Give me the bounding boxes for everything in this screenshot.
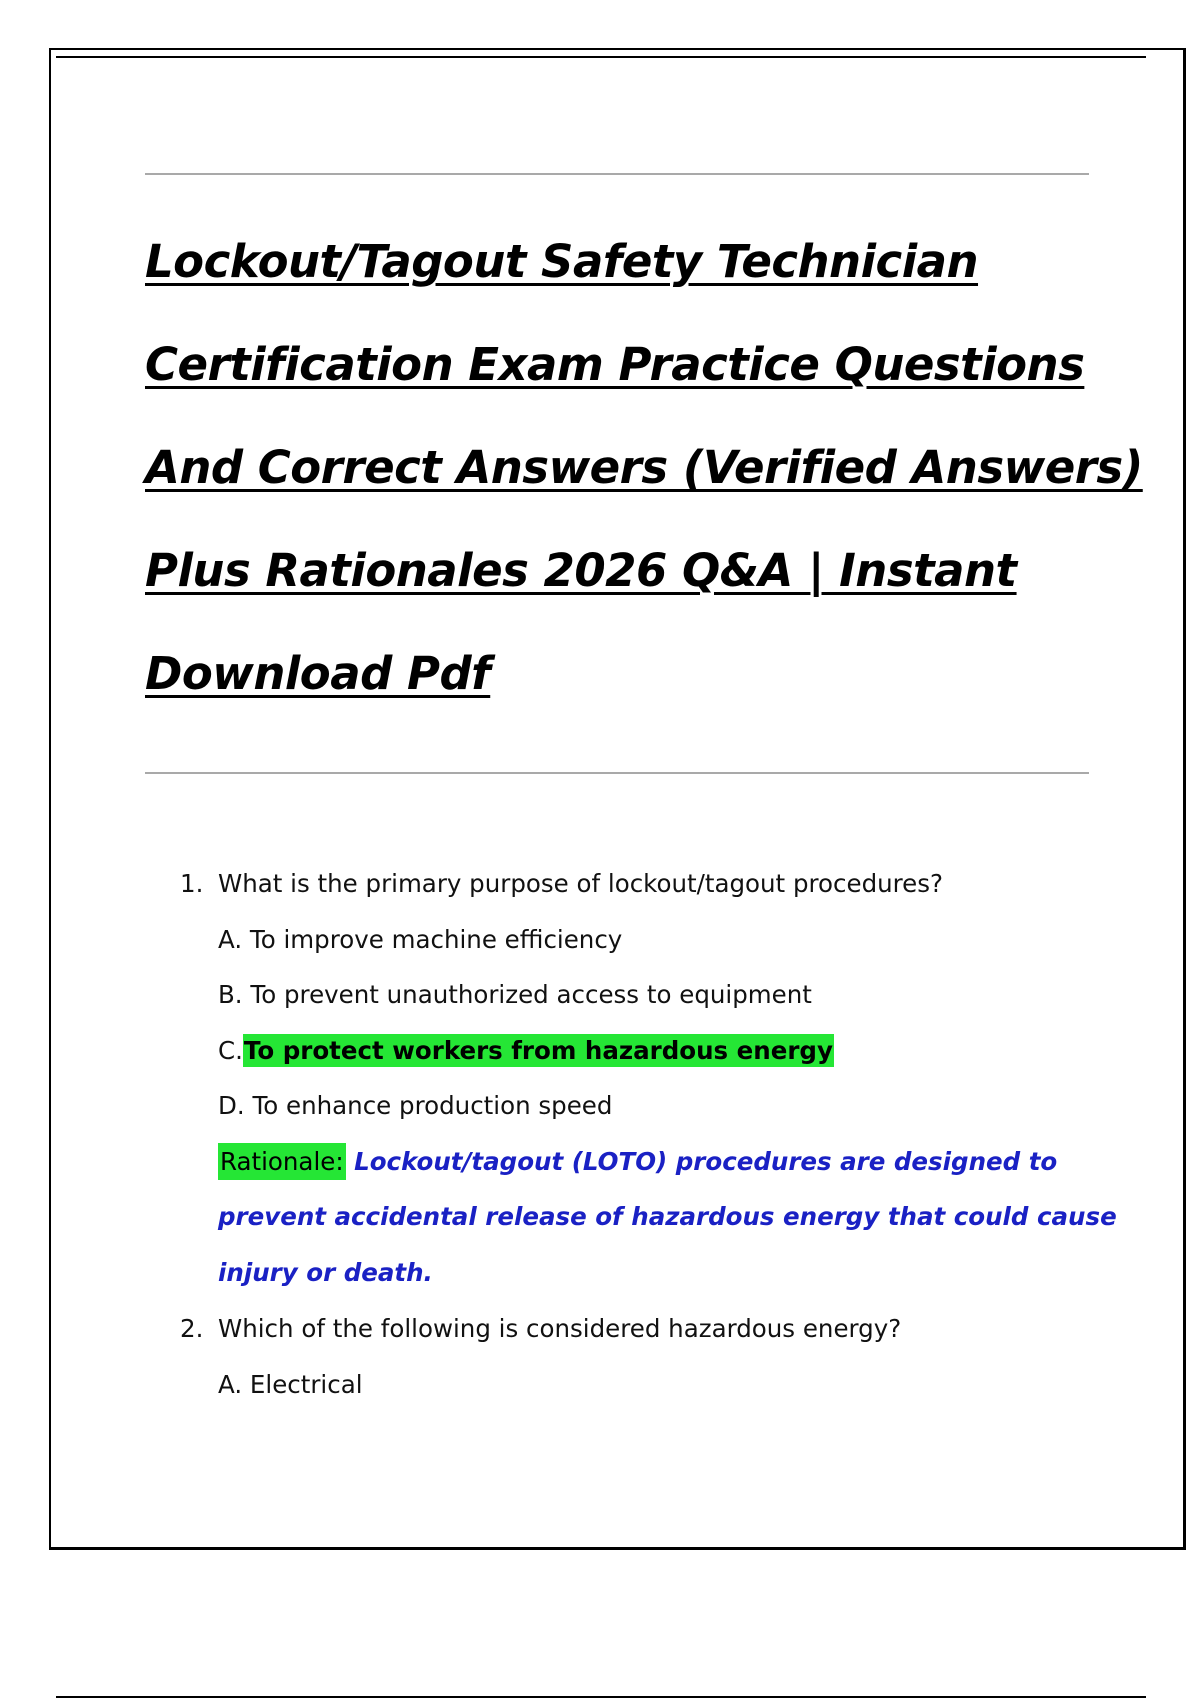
correct-answer-highlight: To protect workers from hazardous energy xyxy=(243,1036,833,1065)
option-letter: A. xyxy=(218,1370,243,1399)
rationale-line-2 xyxy=(218,1199,1117,1235)
title-line-1: Lockout/Tagout Safety Technician xyxy=(145,235,979,288)
rationale-text: Lockout/tagout (LOTO) procedures are designed to xyxy=(354,1147,1058,1176)
question-text: What is the primary purpose of lockout/tagout procedures? xyxy=(218,869,944,898)
option-1b xyxy=(218,977,812,1013)
rationale-line-1 xyxy=(218,1144,1057,1180)
option-letter: A. xyxy=(218,925,243,954)
question-text: Which of the following is considered hazardous energy? xyxy=(218,1314,902,1343)
option-text: To prevent unauthorized access to equipment xyxy=(250,980,812,1009)
option-1c-correct xyxy=(218,1033,834,1069)
question-number: 2. xyxy=(180,1314,204,1343)
rationale-text: injury or death. xyxy=(218,1258,433,1287)
title-bottom-divider xyxy=(145,772,1089,774)
option-1d xyxy=(218,1088,612,1124)
rationale-label: Rationale: xyxy=(218,1143,346,1180)
title-line-2: Certification Exam Practice Questions xyxy=(145,338,1085,391)
page-top-rule xyxy=(56,56,1146,58)
question-2 xyxy=(180,1311,1080,1347)
rationale-line-3 xyxy=(218,1255,433,1291)
question-1 xyxy=(180,866,1080,902)
title-line-5: Download Pdf xyxy=(145,647,491,700)
option-2a xyxy=(218,1367,363,1403)
option-1a xyxy=(218,922,622,958)
option-text: To improve machine efficiency xyxy=(249,925,623,954)
question-number: 1. xyxy=(180,869,204,898)
option-text: To enhance production speed xyxy=(252,1091,613,1120)
option-letter: B. xyxy=(218,980,243,1009)
option-letter: C. xyxy=(218,1036,243,1065)
option-letter: D. xyxy=(218,1091,245,1120)
title-line-4: Plus Rationales 2026 Q&A | Instant xyxy=(145,544,1017,597)
document-title xyxy=(145,210,1143,725)
title-top-divider xyxy=(145,173,1089,175)
next-page-top-rule xyxy=(56,1696,1146,1698)
title-line-3: And Correct Answers (Verified Answers) xyxy=(145,441,1143,494)
option-text: Electrical xyxy=(249,1370,363,1399)
rationale-text: prevent accidental release of hazardous energy that could cause xyxy=(218,1202,1117,1231)
